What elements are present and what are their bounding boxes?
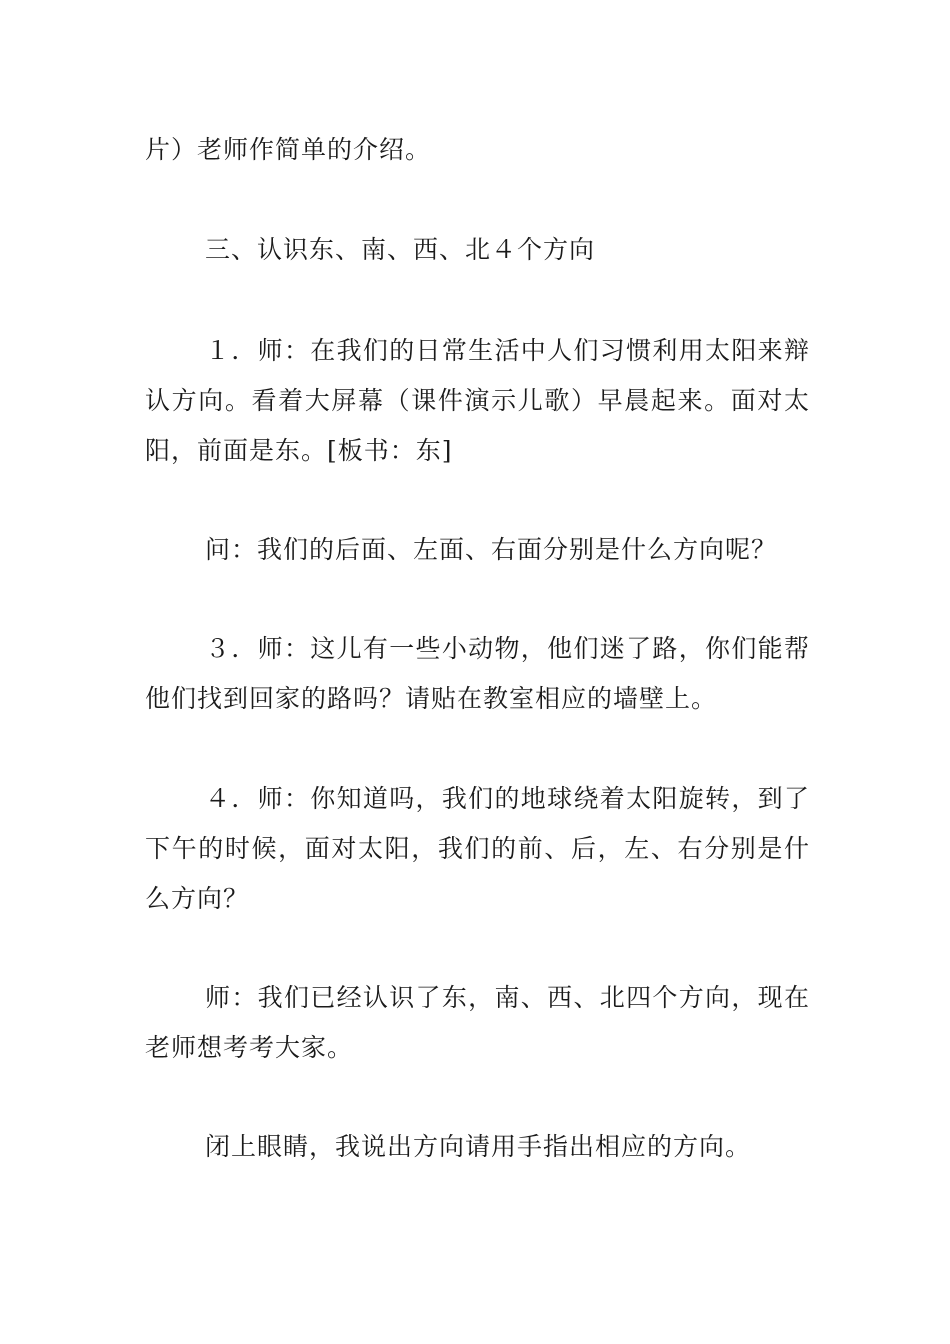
paragraph-step-1: １．师：在我们的日常生活中人们习惯利用太阳来辩认方向。看着大屏幕（课件演示儿歌）早晨起来。面对太阳，前面是东。[板书：东] [145,336,810,465]
paragraph-question: 问：我们的后面、左面、右面分别是什么方向呢？ [205,535,778,564]
paragraph-intro-continuation: 片）老师作简单的介绍。 [145,135,432,164]
section-heading: 三、认识东、南、西、北４个方向 [205,235,596,264]
paragraph-teacher-test: 师：我们已经认识了东，南、西、北四个方向，现在老师想考考大家。 [145,983,810,1062]
paragraph-step-4: ４．师：你知道吗，我们的地球绕着太阳旋转，到了下午的时候，面对太阳，我们的前、后，左、右分别是什么方向？ [145,784,810,913]
paragraph-step-3: ３．师：这儿有一些小动物，他们迷了路，你们能帮他们找到回家的路吗？请贴在教室相应的墙壁上。 [145,634,810,713]
paragraph-instruction: 闭上眼睛，我说出方向请用手指出相应的方向。 [205,1132,752,1161]
